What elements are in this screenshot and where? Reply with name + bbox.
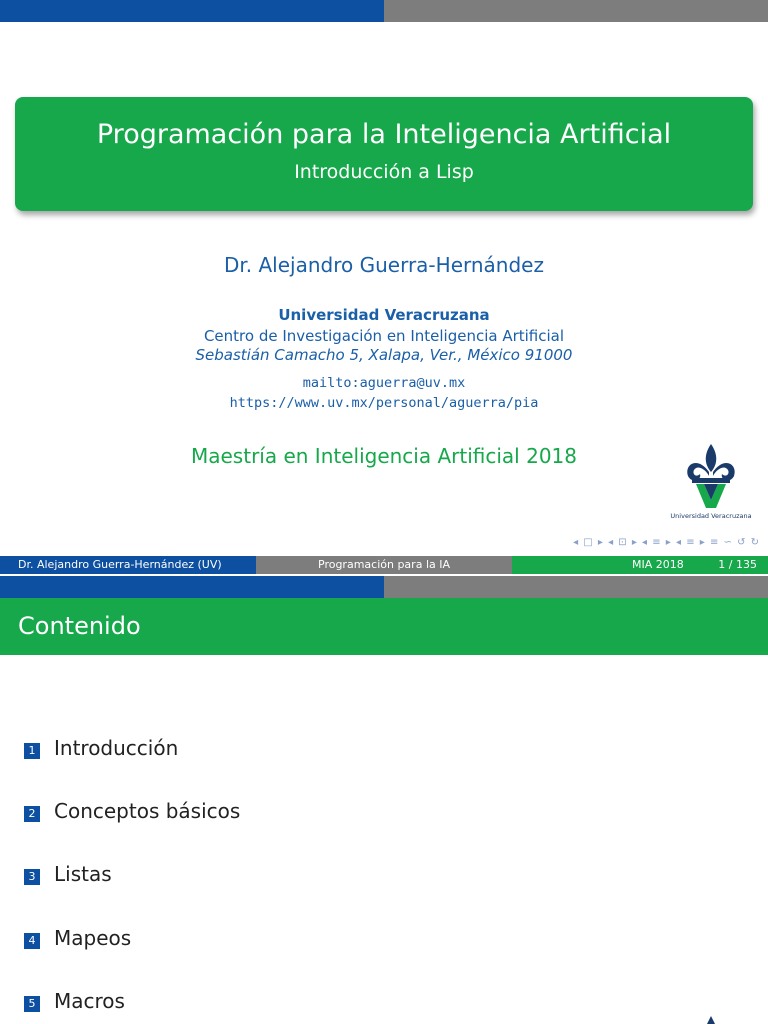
toc-label: Macros [54, 989, 125, 1013]
footer-short-title: Programación para la IA [256, 556, 512, 574]
presentation-title: Programación para la Inteligencia Artificial [96, 119, 672, 150]
title-block [15, 97, 753, 211]
toc-number: 4 [24, 933, 40, 949]
university-logo [666, 442, 756, 524]
footer-author: Dr. Alejandro Guerra-Hernández (UV) [0, 556, 256, 574]
toc-label: Listas [54, 862, 112, 886]
program-name: Maestría en Inteligencia Artificial 2018 [190, 444, 577, 468]
logo-partial-icon [700, 1016, 722, 1024]
toc-item[interactable] [24, 799, 240, 823]
toc-label: Conceptos básicos [54, 799, 241, 823]
institution-address: Sebastián Camacho 5, Xalapa, Ver., México 91000 [195, 346, 573, 364]
email-link[interactable]: mailto:aguerra@uv.mx [302, 375, 466, 391]
toc-number: 1 [24, 743, 40, 759]
toc-item[interactable] [24, 989, 125, 1013]
top-color-bar [0, 576, 768, 598]
beamer-navigation-icons[interactable]: ◂ □ ▸ ◂ ⊡ ▸ ◂ ≡ ▸ ◂ ≡ ▸ ≡ ∽ ↺ ↻ [573, 537, 760, 548]
fleur-de-lis-icon [684, 442, 738, 510]
contents-slide [0, 576, 768, 1024]
institution-name: Universidad Veracruzana [278, 306, 490, 324]
toc-number: 3 [24, 869, 40, 885]
toc-number: 2 [24, 806, 40, 822]
website-link[interactable]: https://www.uv.mx/personal/aguerra/pia [229, 395, 539, 411]
toc-label: Mapeos [54, 926, 132, 950]
top-color-bar [0, 0, 768, 22]
institution-center: Centro de Investigación en Inteligencia Artificial [203, 327, 565, 345]
frame-title: Contenido [0, 598, 768, 655]
toc-item[interactable] [24, 862, 112, 886]
toc-item[interactable] [24, 926, 131, 950]
toc-number: 5 [24, 996, 40, 1012]
logo-caption: Universidad Veracruzana [670, 512, 752, 520]
toc-label: Introducción [54, 736, 179, 760]
slide-footer [0, 556, 768, 574]
footer-conference: MIA 2018 [632, 558, 684, 571]
presentation-subtitle: Introducción a Lisp [294, 161, 474, 183]
author-name: Dr. Alejandro Guerra-Hernández [224, 253, 544, 277]
toc-item[interactable] [24, 736, 178, 760]
footer-page-number: 1 / 135 [718, 558, 757, 571]
